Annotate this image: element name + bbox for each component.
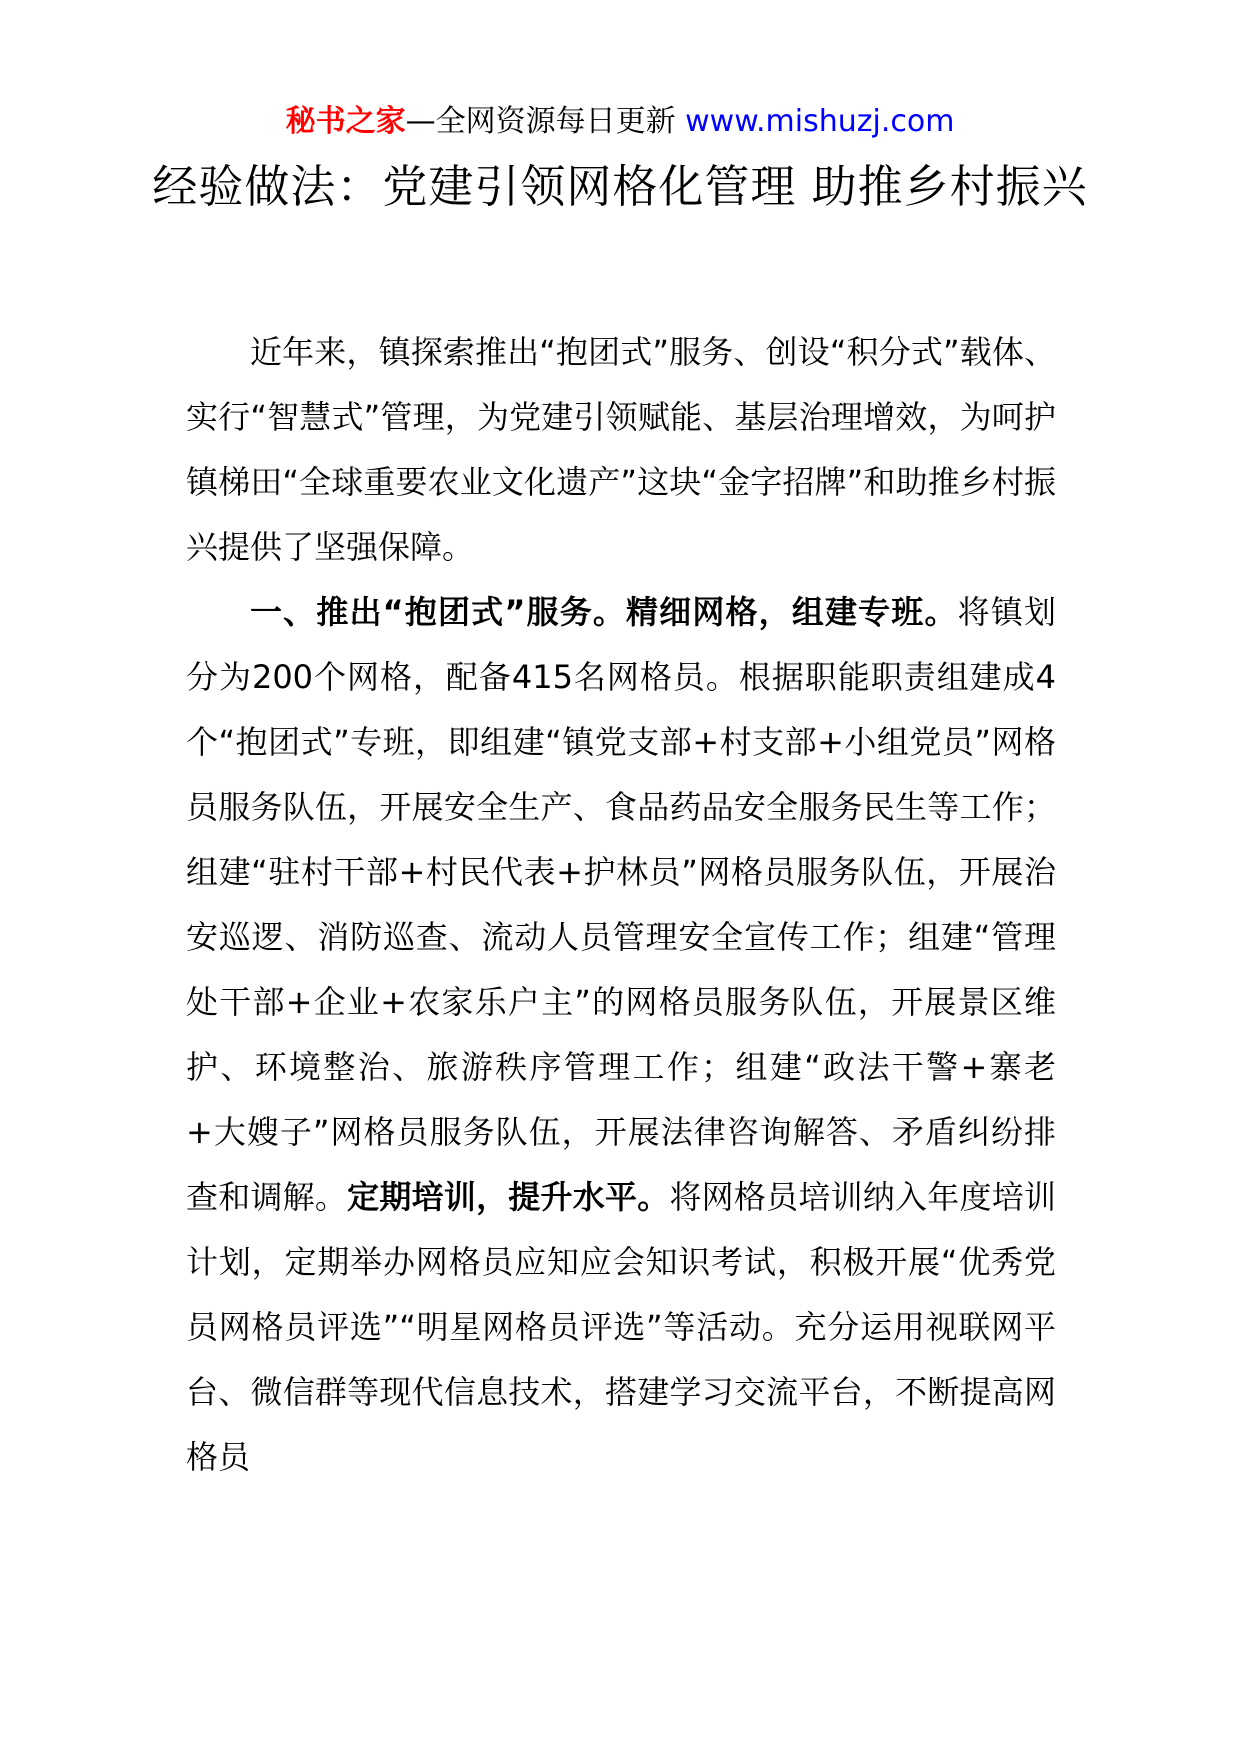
section-one-text-continued: 将网格员培训纳入年度培训计划，定期举办网格员应知应会知识考试，积极开展“优秀党员网格员评选”“明星网格员评选”等活动。充分运用视联网平台、微信群等现代信息技术，搭建学习交流平台，不断提高网格员 — [186, 1178, 1056, 1476]
section-one-subheading: 定期培训，提升水平。 — [347, 1178, 670, 1216]
site-url-link[interactable]: www.mishuzj.com — [685, 104, 955, 139]
section-one-paragraph — [186, 580, 1056, 1490]
section-one-heading: 一、推出“抱团式”服务。精细网格，组建专班。 — [250, 593, 958, 631]
site-header — [0, 100, 1240, 144]
brand-name: 秘书之家 — [285, 104, 406, 139]
intro-paragraph: 近年来，镇探索推出“抱团式”服务、创设“积分式”载体、实行“智慧式”管理，为党建引领赋能、基层治理增效，为呵护镇梯田“全球重要农业文化遗产”这块“金字招牌”和助推乡村振兴提供了坚强保障。 — [186, 333, 1056, 566]
header-slogan: —全网资源每日更新 — [405, 104, 686, 139]
document-body — [186, 320, 1056, 1490]
document-title: 经验做法：党建引领网格化管理 助推乡村振兴 — [152, 160, 1088, 213]
section-one-text: 将镇划分为200个网格，配备415名网格员。根据职能职责组建成4个“抱团式”专班，即组建“镇党支部+村支部+小组党员”网格员服务队伍，开展安全生产、食品药品安全服务民生等工作；组建“驻村干部+村民代表+护林员”网格员服务队伍，开展治安巡逻、消防巡查、流动人员管理安全宣传工作；组建“管理处干部+企业+农家乐户主”的网格员服务队伍，开展景区维护、环境整治、旅游秩序管理工作；组建“政法干警+寨老+大嫂子”网格员服务队伍，开展法律咨询解答、矛盾纠纷排查和调解。 — [186, 593, 1056, 1216]
